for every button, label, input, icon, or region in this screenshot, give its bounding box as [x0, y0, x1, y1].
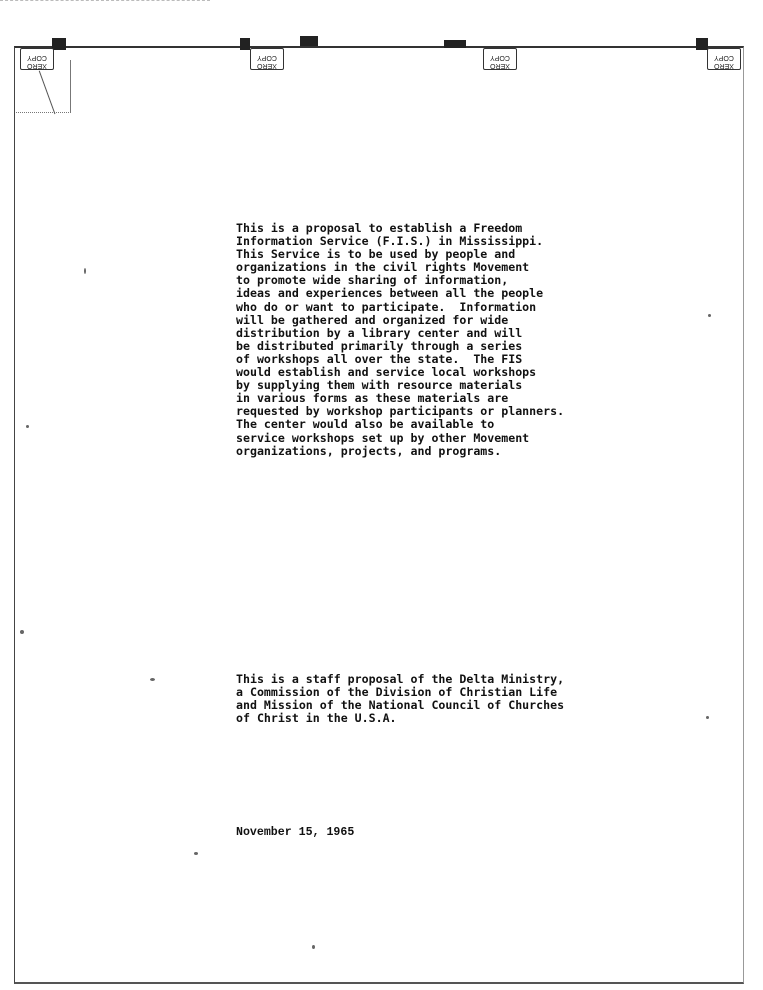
- xero-copy-stamp: XERO COPY: [483, 48, 517, 70]
- staff-proposal-paragraph: This is a staff proposal of the Delta Ministry, a Commission of the Division of Christian Life and Mission of the National Council of Churches of Christ in the U.S.A.: [236, 672, 565, 726]
- xero-copy-stamp: XERO COPY: [20, 48, 54, 70]
- binder-tab-mark: [300, 36, 318, 46]
- corner-clip-mark: [16, 60, 71, 113]
- xero-copy-stamp: XERO COPY: [250, 48, 284, 70]
- scan-speck: [708, 314, 711, 317]
- binder-tab-mark: [52, 38, 66, 50]
- page-border: [14, 46, 744, 984]
- xero-copy-stamp: XERO COPY: [707, 48, 741, 70]
- scan-speck: [150, 678, 155, 681]
- binder-tab-mark: [240, 38, 250, 50]
- scan-speck: [20, 630, 24, 634]
- document-date: November 15, 1965: [236, 826, 355, 839]
- scan-speck: [312, 945, 315, 949]
- scan-speck: [84, 268, 86, 274]
- proposal-paragraph: This is a proposal to establish a Freedom Information Service (F.I.S.) in Mississippi. This Service is to be used by people and organizations in the civil rights Movement to promote wide sharing of information, ideas and experiences between all the people who do or want to participate. Information will be gathered and organized for wide distribution by a library center and will be distributed primarily through a series of workshops all over the state. The FIS would establish and service local workshops by supplying them with resource materials in various forms as these materials are requested by workshop participants or planners. The center would also be available to service workshops set up by other Movement organizations, projects, and programs.: [236, 221, 565, 458]
- top-dashed-edge: [0, 0, 210, 1]
- scan-speck: [26, 425, 29, 428]
- scan-speck: [194, 852, 198, 855]
- binder-tab-mark: [444, 40, 466, 48]
- scan-speck: [706, 716, 709, 719]
